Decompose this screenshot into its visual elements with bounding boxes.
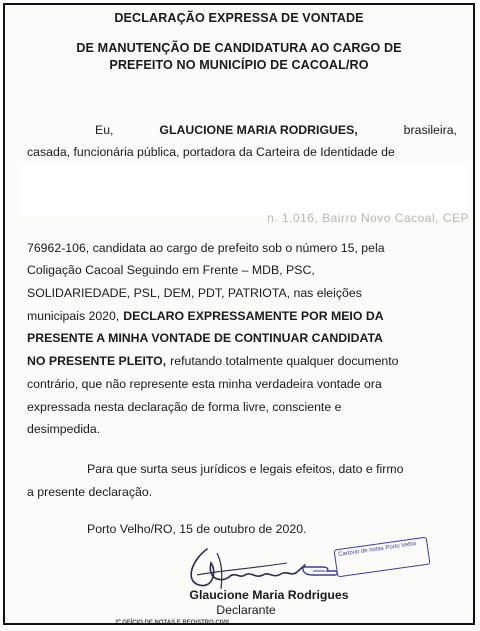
- partially-visible-line: n. 1.016, Bairro Novo Cacoal, CEP: [267, 211, 469, 225]
- document-subtitle-line2: PREFEITO NO MUNICÍPIO DE CACOAL/RO: [109, 58, 369, 72]
- text: expressada nesta declaração de forma livre, consciente e: [27, 400, 342, 414]
- text: PRESENTE A MINHA VONTADE DE CONTINUAR CANDIDATA: [27, 331, 383, 345]
- paragraph-line: [27, 422, 457, 436]
- text: refutando totalmente qualquer documento: [170, 354, 399, 368]
- paragraph-line: [27, 145, 457, 159]
- document-subtitle-line1: DE MANUTENÇÃO DE CANDIDATURA AO CARGO DE: [76, 41, 402, 55]
- declaration-bold: DECLARO EXPRESSAMENTE POR MEIO DA: [123, 309, 384, 323]
- text: Para que surta seus jurídicos e legais efeitos, dato e firmo: [87, 462, 404, 476]
- text: municipais 2020,: [27, 309, 120, 323]
- text: Eu,: [95, 123, 114, 137]
- place-date: [87, 522, 475, 536]
- declaration-bold: NO PRESENTE PLEITO,: [27, 354, 167, 368]
- signatory-name: Glaucione Maria Rodrigues: [189, 588, 349, 602]
- text: casada, funcionária pública, portadora da Carteira de Identidade de: [27, 145, 395, 159]
- paragraph-line: [27, 309, 457, 323]
- paragraph-line: [27, 241, 457, 255]
- paragraph-line: [27, 400, 457, 414]
- paragraph-line: [27, 354, 457, 368]
- text: Coligação Cacoal Seguindo em Frente – MDB, PSC,: [27, 263, 315, 277]
- document-page: [3, 3, 475, 625]
- declarant-name: GLAUCIONE MARIA RODRIGUES,: [159, 123, 358, 137]
- signatory-role: Declarante: [216, 603, 276, 617]
- paragraph-line: [87, 462, 457, 476]
- document-title: DECLARAÇÃO EXPRESSA DE VONTADE: [114, 11, 364, 25]
- notary-footer: 2º OFÍCIO DE NOTAS E REGISTRO CIVIL: [115, 620, 231, 625]
- notary-stamp-text: Cartório de notas Porto Velho: [337, 541, 417, 559]
- paragraph-line-bold: [27, 331, 457, 345]
- paragraph-line: [27, 263, 457, 277]
- paragraph-line: [95, 123, 457, 137]
- paragraph-line: [27, 377, 457, 391]
- notary-stamp: [334, 537, 431, 578]
- text: brasileira,: [403, 123, 457, 137]
- text: 76962-106, candidata ao cargo de prefeito sob o número 15, pela: [27, 241, 385, 255]
- text: desimpedida.: [27, 422, 101, 436]
- redacted-area: [19, 163, 469, 217]
- text: contrário, que não represente esta minha verdadeira vontade ora: [27, 377, 382, 391]
- paragraph-line: [27, 286, 457, 300]
- text: Porto Velho/RO, 15 de outubro de 2020.: [87, 522, 307, 536]
- text: a presente declaração.: [27, 485, 153, 499]
- paragraph-line: [27, 485, 457, 499]
- text: SOLIDARIEDADE, PSL, DEM, PDT, PATRIOTA, nas eleições: [27, 286, 362, 300]
